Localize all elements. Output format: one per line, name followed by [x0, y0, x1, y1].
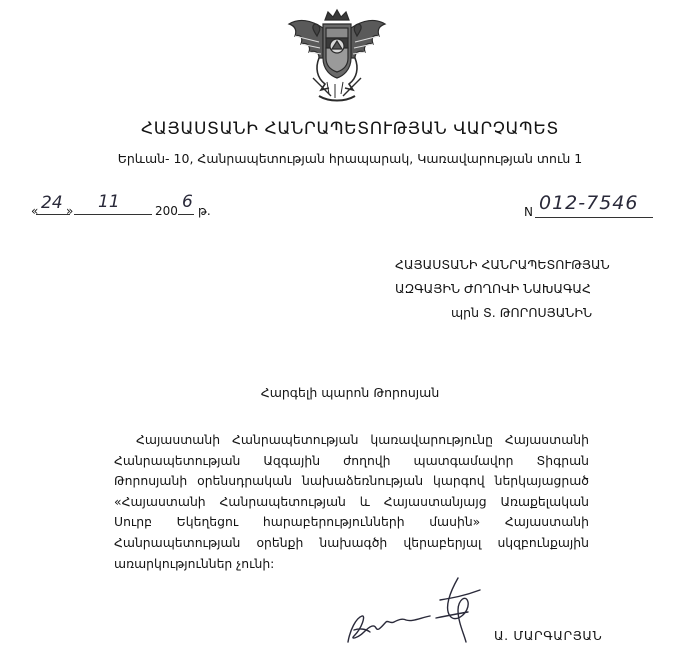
addressee-block	[395, 253, 655, 325]
date-month-underline	[74, 214, 152, 215]
date-day: 24	[41, 193, 63, 213]
date-year-prefix: 200	[155, 204, 178, 218]
coat-of-arms-icon	[283, 6, 391, 104]
letter-body	[114, 430, 589, 574]
date-close-quote: »	[66, 204, 74, 218]
date-month: 11	[98, 192, 120, 212]
letterhead-title: ՀԱՅԱՍՏԱՆԻ ՀԱՆՐԱՊԵՏՈՒԹՅԱՆ ՎԱՐՉԱՊԵՏ	[140, 119, 559, 139]
date-open-quote: «	[31, 204, 39, 218]
addressee-line-3: պրն Տ. ԹՈՐՈՍՅԱՆԻՆ	[451, 305, 593, 320]
date-year-digit: 6	[182, 192, 193, 212]
reference-value: 012-7546	[539, 192, 639, 214]
reference-label: N	[524, 205, 533, 219]
addressee-line-2: ԱԶԳԱՅԻՆ ԺՈՂՈՎԻ ՆԱԽԱԳԱՀ	[395, 281, 591, 296]
date-year-suffix: թ.	[198, 204, 211, 218]
body-paragraph: Հայաստանի Հանրապետության կառավարությունը Հայաստանի Հանրապետության Ազգային ժողովի պատգամավոր Տիգրան Թորոսյանի օրենսդրական նախաձեռնության կարգով ներկայացրած «Հայաստանի Հանրապետության և Հայաստանյայց Առաքելական Սուրբ Եկեղեցու հարաբերությունների մասին» Հայաստանի Հանրապետության օրենքի նախագծի վերաբերյալ սկզբունքային առարկություններ չունի:	[114, 432, 589, 571]
reference-underline	[535, 217, 653, 218]
date-day-underline	[36, 214, 70, 215]
salutation: Հարգելի պարոն Թորոսյան	[260, 385, 440, 400]
addressee-line-1: ՀԱՅԱՍՏԱՆԻ ՀԱՆՐԱՊԵՏՈՒԹՅԱՆ	[395, 257, 610, 272]
signer-name: Ա. ՄԱՐԳԱՐՅԱՆ	[494, 628, 603, 643]
letterhead-address: Երևան- 10, Հանրապետության հրապարակ, Կառավարության տուն 1	[117, 151, 583, 166]
date-year-underline	[178, 214, 194, 215]
handwritten-signature-icon	[340, 572, 500, 650]
